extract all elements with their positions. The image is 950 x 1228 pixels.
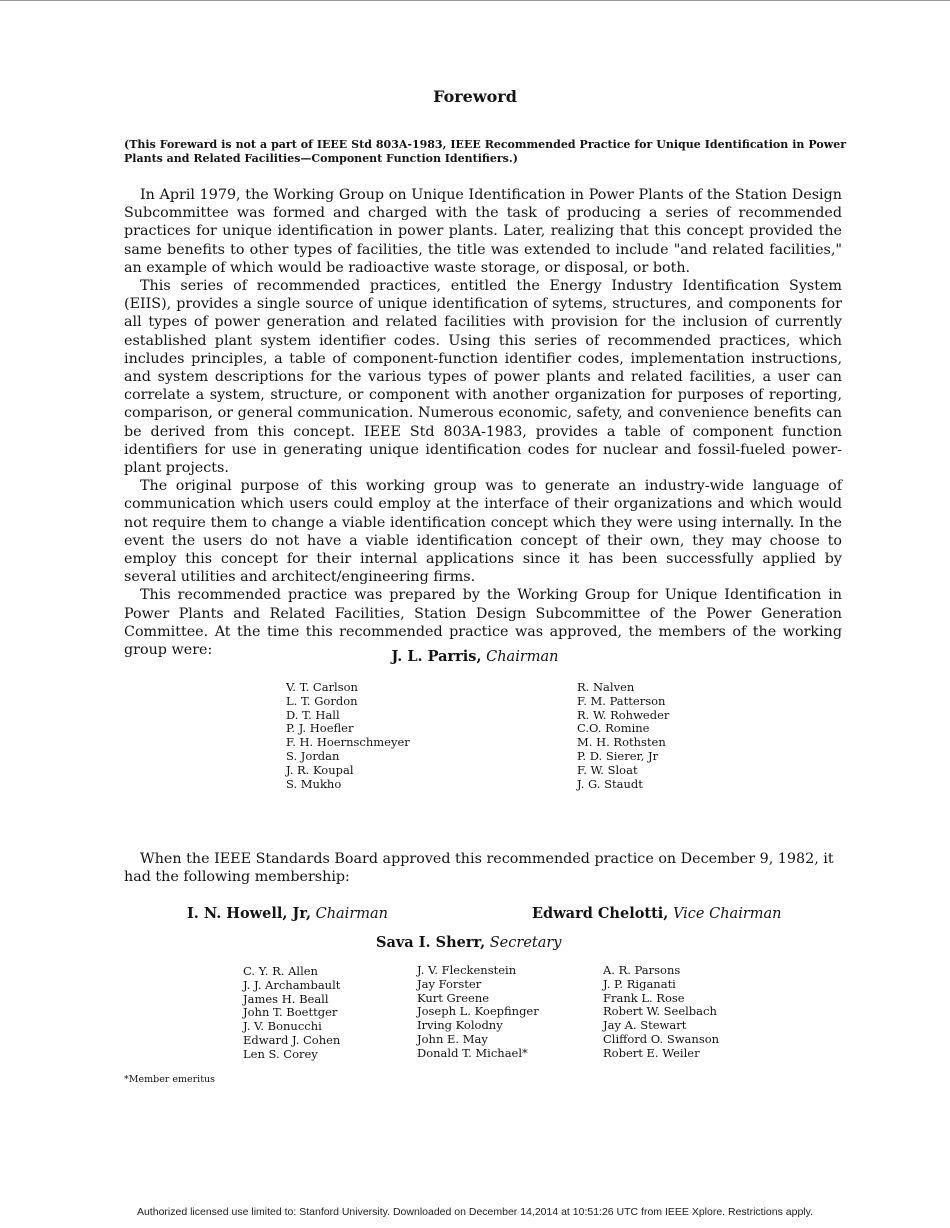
- paragraph-3: The original purpose of this working group was to generate an industry-wide language of communication which users could employ at the interface of their organizations and which would not require them to change a viable identification concept which they were using internally. In the event the users do not have a viable identification concept of their own, they may choose to employ this concept for their internal applications since it has been successfully applied by several utilities and architect/engineering firms.: [124, 478, 842, 586]
- paragraph-4: This recommended practice was prepared by the Working Group for Unique Identification in Power Plants and Related Facilities, Station Design Subcommittee of the Power Generation Committee. At the time this recommended practice was approved, the members of the working group were:: [124, 587, 842, 659]
- member-name: S. Jordan: [286, 748, 340, 763]
- foreword-body: [124, 186, 842, 659]
- top-border-line: [0, 0, 950, 1]
- working-group-members-left: [286, 681, 410, 791]
- board-member-name: Joseph L. Koepfinger: [417, 1004, 539, 1019]
- board-vice-chairman: [532, 905, 782, 922]
- board-member-name: Donald T. Michael*: [417, 1045, 528, 1060]
- member-name: R. Nalven: [577, 680, 635, 694]
- board-member-name: A. R. Parsons: [603, 963, 681, 977]
- board-member-name: Irving Kolodny: [417, 1018, 503, 1033]
- foreword-disclaimer-note: (This Foreward is not a part of IEEE Std 803A-1983, IEEE Recommended Practice for Unique Identification in Power Plants and Related Facilities—Component Function Identifiers.): [124, 138, 846, 165]
- member-name: P. J. Hoefler: [286, 721, 354, 736]
- board-chairman: [187, 905, 388, 922]
- board-member-name: Jay A. Stewart: [603, 1018, 687, 1033]
- board-member-name: C. Y. R. Allen: [243, 964, 318, 978]
- board-member-name: J. V. Bonucchi: [243, 1019, 322, 1034]
- member-name: R. W. Rohweder: [577, 707, 670, 722]
- board-intro-text: When the IEEE Standards Board approved this recommended practice on December 9, 1982, it had the following membership:: [124, 851, 834, 886]
- board-member-name: Kurt Greene: [417, 990, 490, 1005]
- board-chairman-name: I. N. Howell, Jr,: [187, 905, 311, 922]
- board-member-name: Robert E. Weiler: [603, 1045, 700, 1060]
- member-name: V. T. Carlson: [286, 680, 358, 694]
- license-footer: Authorized licensed use limited to: Stanford University. Downloaded on December 14,2014 at 10:51:26 UTC from IEEE Xplore. Restrictions apply.: [136, 1206, 814, 1218]
- member-name: F. H. Hoernschmeyer: [286, 735, 410, 750]
- member-emeritus-footnote: *Member emeritus: [124, 1074, 216, 1085]
- member-name: J. G. Staudt: [577, 776, 643, 791]
- board-member-name: Edward J. Cohen: [243, 1032, 341, 1047]
- member-name: L. T. Gordon: [286, 693, 358, 708]
- member-name: D. T. Hall: [286, 707, 340, 722]
- board-secretary-role: Secretary: [489, 935, 562, 951]
- member-name: F. M. Patterson: [577, 693, 666, 708]
- board-member-name: J. J. Archambault: [243, 977, 341, 992]
- member-name: S. Mukho: [286, 776, 342, 791]
- member-name: C.O. Romine: [577, 721, 650, 736]
- board-secretary-name: Sava I. Sherr,: [376, 934, 486, 951]
- member-name: J. R. Koupal: [286, 762, 354, 777]
- standards-board-intro: [124, 850, 842, 886]
- working-group-members-right: [577, 681, 669, 791]
- board-member-name: J. V. Fleckenstein: [417, 963, 517, 977]
- page-title: Foreword: [433, 87, 517, 106]
- board-member-name: Frank L. Rose: [603, 990, 685, 1005]
- board-vice-chairman-role: Vice Chairman: [672, 906, 782, 922]
- board-member-name: Jay Forster: [417, 976, 482, 991]
- member-name: P. D. Sierer, Jr: [577, 748, 659, 763]
- board-chairman-role: Chairman: [315, 906, 388, 922]
- board-members-col-1: [243, 965, 340, 1062]
- paragraph-1: In April 1979, the Working Group on Unique Identification in Power Plants of the Station Design Subcommittee was formed and charged with the task of producing a series of recommended practices for unique identification in power plants. Later, realizing that this concept provided the same benefits to other types of facilities, the title was extended to include "and related facilities," an example of which would be radioactive waste storage, or disposal, or both.: [124, 187, 842, 276]
- board-member-name: John E. May: [417, 1031, 488, 1046]
- board-member-name: John T. Boettger: [243, 1005, 338, 1020]
- paragraph-2: This series of recommended practices, entitled the Energy Industry Identification System (EIIS), provides a single source of unique identification of sytems, structures, and components for all types of power generation and related facilities with provision for the inclusion of currently established plant system identifier codes. Using this series of recommended practices, which includes principles, a table of component-function identifier codes, implementation instructions, and system descriptions for the various types of power plants and related facilities, a user can correlate a system, structure, or component with another organization for purposes of reporting, comparison, or general communication. Numerous economic, safety, and convenience benefits can be derived from this concept. IEEE Std 803A-1983, provides a table of component function identifiers for use in generating unique identification codes for nuclear and fossil-fueled power-plant projects.: [124, 278, 842, 477]
- working-group-chairman: [0, 648, 950, 665]
- member-name: F. W. Sloat: [577, 762, 638, 777]
- board-member-name: Robert W. Seelbach: [603, 1004, 717, 1019]
- chairman-role: Chairman: [486, 649, 559, 665]
- chairman-name: J. L. Parris,: [391, 648, 482, 665]
- board-members-col-3: [603, 964, 719, 1061]
- board-member-name: J. P. Riganati: [603, 976, 676, 991]
- board-members-col-2: [417, 964, 539, 1061]
- board-vice-chairman-name: Edward Chelotti,: [532, 905, 669, 922]
- member-name: M. H. Rothsten: [577, 735, 666, 750]
- board-member-name: Clifford O. Swanson: [603, 1031, 720, 1046]
- board-member-name: James H. Beall: [243, 991, 329, 1006]
- board-secretary: [376, 934, 562, 951]
- board-member-name: Len S. Corey: [243, 1046, 318, 1061]
